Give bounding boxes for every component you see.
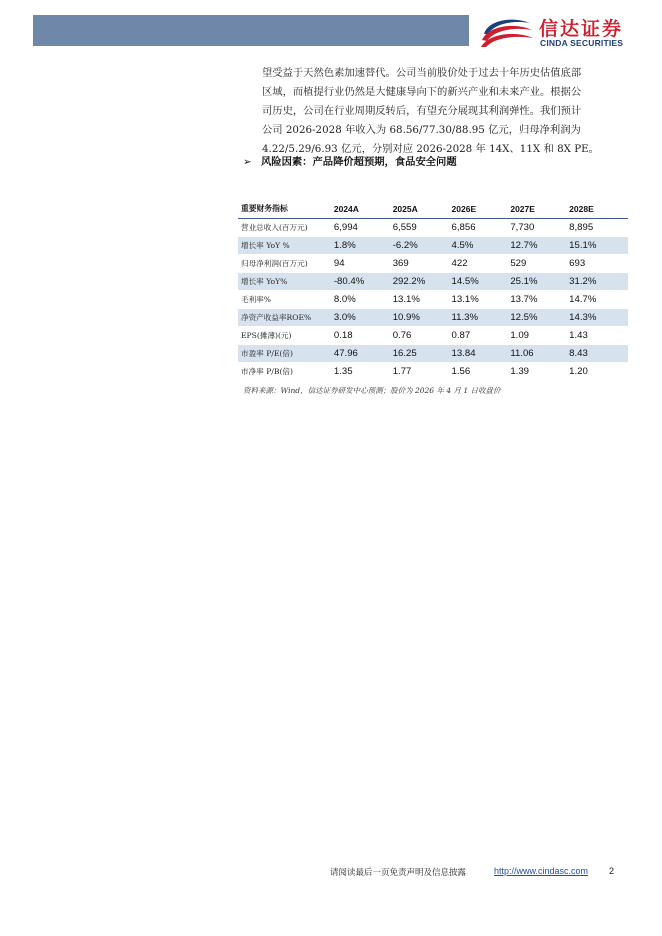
paragraph-line: 区域，而植提行业仍然是大健康导向下的新兴产业和未来产业。根据公 (262, 86, 582, 98)
table-source-note: 资料来源：Wind，信达证券研发中心预测；股价为 2026 年 4 月 1 日收盘价 (243, 386, 501, 395)
table-row (238, 326, 628, 344)
table-cell: 6,559 (393, 218, 452, 236)
website-link[interactable]: http://www.cindasc.com (494, 866, 589, 876)
table-row (238, 290, 628, 308)
table-row (238, 362, 628, 380)
bullet-arrow-icon: ➢ (243, 156, 252, 168)
table-cell: 8,895 (569, 218, 628, 236)
row-label: 市净率 P/B(倍) (238, 362, 334, 380)
company-logo (478, 14, 638, 48)
table-header-cell: 2027E (510, 200, 569, 218)
paragraph-line: 司历史，公司在行业周期反转后，有望充分展现其利润弹性。我们预计 (262, 105, 582, 117)
table-cell: 12.7% (510, 236, 569, 254)
table-header-row (238, 200, 628, 218)
table-cell: 6,856 (452, 218, 511, 236)
table-row (238, 254, 628, 272)
table-cell: 1.43 (569, 326, 628, 344)
logo-chinese-name: 信达证券 (539, 18, 624, 40)
table-cell: 16.25 (393, 344, 452, 362)
table-cell: 693 (569, 254, 628, 272)
table-cell: 10.9% (393, 308, 452, 326)
header-bar (33, 15, 469, 46)
row-label: 毛利率% (238, 290, 334, 308)
table-row (238, 272, 628, 290)
table-row (238, 236, 628, 254)
paragraph-line: 公司 2026-2028 年收入为 68.56/77.30/88.95 亿元，归母净利润为 (262, 124, 581, 136)
table-cell: 11.06 (510, 344, 569, 362)
row-label: 营业总收入(百万元) (238, 218, 334, 236)
table-cell: 529 (510, 254, 569, 272)
row-label: 净资产收益率ROE% (238, 308, 334, 326)
row-label: 增长率 YoY % (238, 236, 334, 254)
table-cell: 94 (334, 254, 393, 272)
table-cell: 15.1% (569, 236, 628, 254)
risk-factors (243, 153, 457, 168)
table-cell: 7,730 (510, 218, 569, 236)
table-cell: 1.20 (569, 362, 628, 380)
table-cell: 13.84 (452, 344, 511, 362)
table-cell: 14.7% (569, 290, 628, 308)
table-cell: 0.76 (393, 326, 452, 344)
table-cell: 13.7% (510, 290, 569, 308)
cinda-logo-icon (478, 14, 534, 48)
table-cell: 14.3% (569, 308, 628, 326)
logo-english-name: CINDA SECURITIES (540, 38, 624, 48)
row-label: 归母净利润(百万元) (238, 254, 334, 272)
financial-metrics-table (238, 200, 628, 381)
table-row (238, 308, 628, 326)
body-paragraph (262, 64, 626, 159)
table-cell: -6.2% (393, 236, 452, 254)
row-label: EPS(摊薄)(元) (238, 326, 334, 344)
page-number: 2 (609, 866, 615, 876)
table-header-cell: 2026E (452, 200, 511, 218)
row-label: 市盈率 P/E(倍) (238, 344, 334, 362)
table-cell: 3.0% (334, 308, 393, 326)
table-header-cell: 2024A (334, 200, 393, 218)
disclaimer-notice: 请阅读最后一页免责声明及信息披露 (330, 868, 467, 878)
table-cell: 1.77 (393, 362, 452, 380)
table-cell: 0.18 (334, 326, 393, 344)
table-header-cell: 重要财务指标 (238, 200, 334, 218)
table-cell: 13.1% (393, 290, 452, 308)
table-cell: 422 (452, 254, 511, 272)
table-cell: 1.09 (510, 326, 569, 344)
table-cell: 14.5% (452, 272, 511, 290)
table-cell: -80.4% (334, 272, 393, 290)
table-cell: 6,994 (334, 218, 393, 236)
table-cell: 369 (393, 254, 452, 272)
table-cell: 11.3% (452, 308, 511, 326)
row-label: 增长率 YoY% (238, 272, 334, 290)
table-cell: 1.35 (334, 362, 393, 380)
table-cell: 1.56 (452, 362, 511, 380)
table-cell: 13.1% (452, 290, 511, 308)
table-header-cell: 2025A (393, 200, 452, 218)
table-cell: 1.39 (510, 362, 569, 380)
paragraph-line: 4.22/5.29/6.93 亿元，分别对应 2026-2028 年 14X、11X 和 8X PE。 (262, 143, 599, 155)
table-cell: 292.2% (393, 272, 452, 290)
table-cell: 1.8% (334, 236, 393, 254)
risk-factors-text: 风险因素：产品降价超预期，食品安全问题 (261, 156, 457, 168)
table-cell: 47.96 (334, 344, 393, 362)
table-header-cell: 2028E (569, 200, 628, 218)
table-cell: 8.43 (569, 344, 628, 362)
table-cell: 12.5% (510, 308, 569, 326)
table-cell: 0.87 (452, 326, 511, 344)
table-row (238, 218, 628, 236)
table-cell: 31.2% (569, 272, 628, 290)
table-cell: 4.5% (452, 236, 511, 254)
paragraph-line: 望受益于天然色素加速替代。公司当前股价处于过去十年历史估值底部 (262, 67, 582, 79)
table-row (238, 344, 628, 362)
table-cell: 25.1% (510, 272, 569, 290)
table-cell: 8.0% (334, 290, 393, 308)
